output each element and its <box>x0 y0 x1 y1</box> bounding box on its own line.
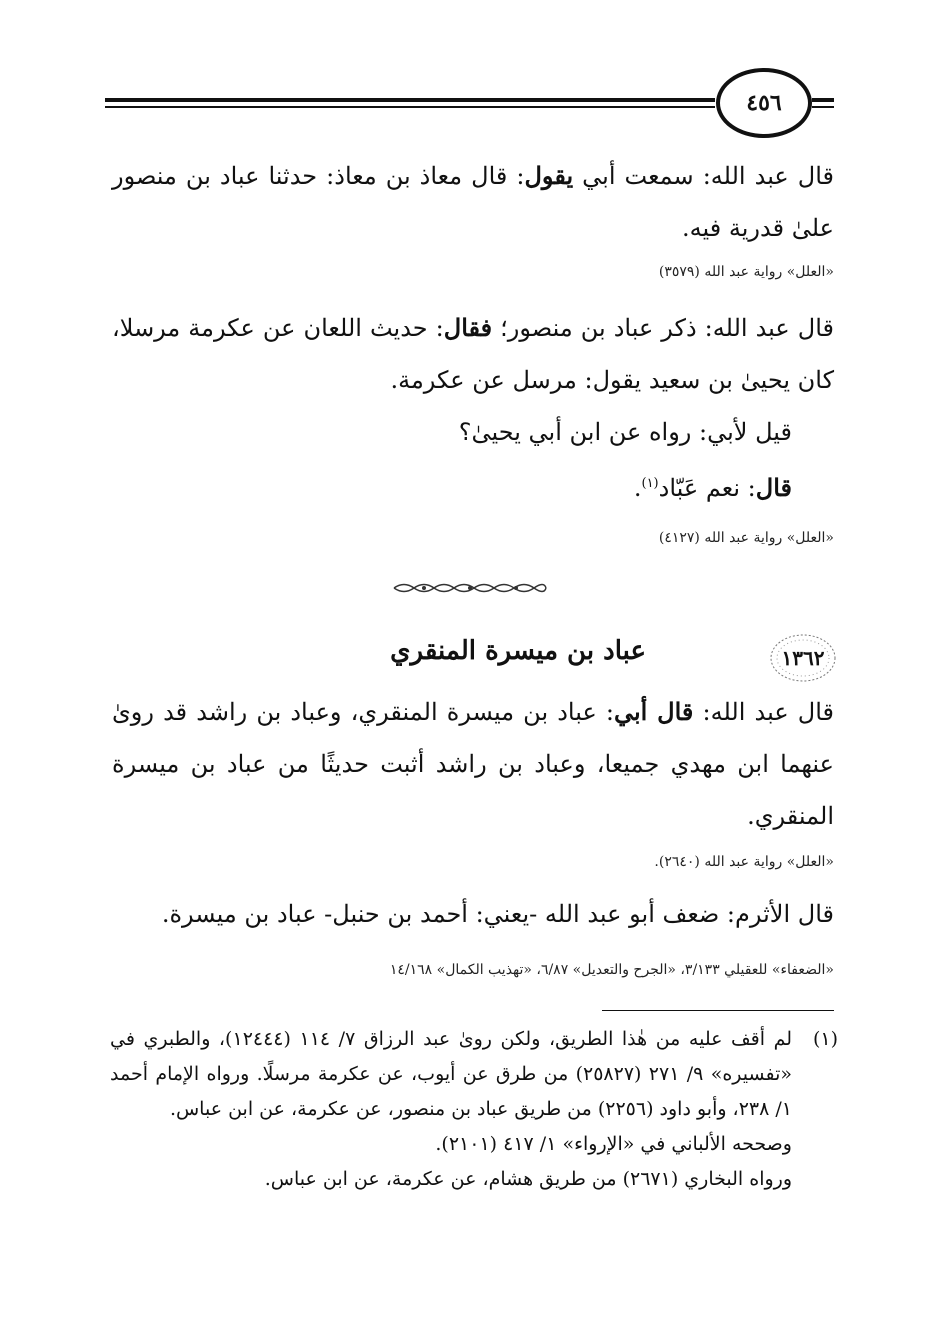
source-citation: «العلل» رواية عبد الله (٤١٢٧) <box>658 530 834 546</box>
header-rule <box>105 98 715 102</box>
paragraph: قال الأثرم: ضعف أبو عبد الله -يعني: أحمد بن حنبل- عباد بن ميسرة. <box>161 900 834 928</box>
footnote <box>110 1022 838 1197</box>
source-citation: «العلل» رواية عبد الله (٢٦٤٠). <box>654 854 834 870</box>
paragraph: قيل لأبي: رواه عن ابن أبي يحيىٰ؟ <box>458 418 792 446</box>
separator-ornament <box>390 580 550 596</box>
footnote-line: لم أقف عليه من هٰذا الطريق، ولكن روىٰ عبد الرزاق ٧/ ١١٤ (١٢٤٤٤)، والطبري في «تفسيره» ٩/ ٢٧١ (٢٥٨٢٧) من طرق عن أيوب، عن عكرمة مرسلًا. ورواه الإمام أحمد ١/ ٢٣٨، وأبو داود (٢٢٥٦) من طريق عباد بن منصور، عن عكرمة، عن ابن عباس. <box>110 1028 793 1120</box>
footnote-line: وصححه الألباني في «الإرواء» ١/ ٤١٧ (٢١٠١). <box>435 1133 792 1155</box>
source-citation: «الضعفاء» للعقيلي ٣/١٣٣، «الجرح والتعديل» ٦/٨٧، «تهذيب الكمال» ١٤/١٦٨ <box>389 962 834 978</box>
paragraph: قال عبد الله: سمعت أبي يقول: قال معاذ بن معاذ: حدثنا عباد بن منصور علىٰ قدرية فيه. <box>112 161 834 242</box>
paragraph: قال عبد الله: قال أبي: عباد بن ميسرة المنقري، وعباد بن راشد قد روىٰ عنهما ابن مهدي جميعا، وعباد بن راشد أثبت حديثًا من عباد بن ميسرة المنقري. <box>112 697 835 830</box>
source-citation: «العلل» رواية عبد الله (٣٥٧٩) <box>658 264 834 280</box>
page-number: ٤٥٦ <box>716 68 812 138</box>
paragraph: قال عبد الله: ذكر عباد بن منصور؛ فقال: حديث اللعان عن عكرمة مرسلا، كان يحيىٰ بن سعيد يقول: مرسل عن عكرمة. <box>112 313 834 394</box>
footnote-rule <box>602 1010 834 1011</box>
entry-number <box>768 632 838 684</box>
entry-number-text: ١٣٦٢ <box>781 646 825 670</box>
entry-title: عباد بن ميسرة المنقري <box>390 636 646 666</box>
header-rule-end-thin <box>812 106 834 108</box>
paragraph: قال: نعم عَبّاد$^{(١)}$. <box>633 473 792 502</box>
header-rule-end <box>812 98 834 102</box>
footnote-ref[interactable]: (١) <box>641 476 659 491</box>
header-rule-thin <box>105 106 715 108</box>
footnote-marker: (١) <box>812 1028 838 1050</box>
footnote-line: ورواه البخاري (٢٦٧١) من طريق هشام، عن عكرمة، عن ابن عباس. <box>264 1168 792 1190</box>
